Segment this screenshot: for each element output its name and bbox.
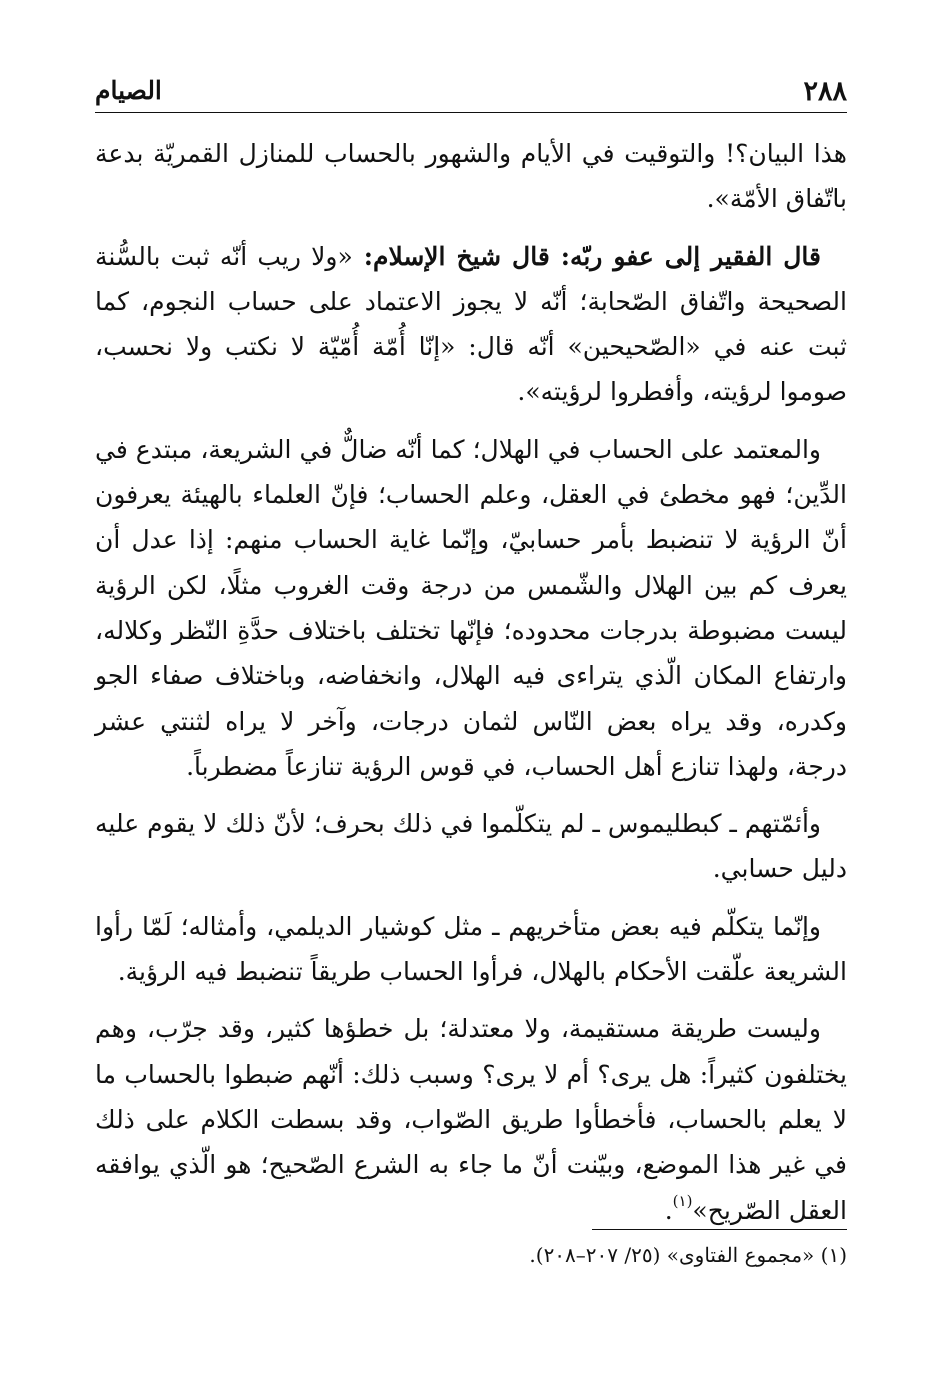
paragraph-text: وأئمّتهم ـ كبطليموس ـ لم يتكلّموا في ذلك بحرف؛ لأنّ ذلك لا يقوم عليه دليل حسابي. (95, 809, 847, 884)
paragraph-5 (95, 904, 847, 995)
footnote-divider (592, 1229, 847, 1230)
running-title: الصيام (95, 76, 162, 105)
paragraph-4 (95, 801, 847, 892)
main-text (95, 131, 847, 1245)
paragraph-text: هذا البيان؟! والتوقيت في الأيام والشهور بالحساب للمنازل القمريّة بدعة باتّفاق الأمّة». (95, 139, 847, 214)
page-header (95, 64, 847, 108)
paragraph-3 (95, 427, 847, 789)
paragraph-tail: . (664, 1195, 673, 1225)
paragraph-text: وليست طريقة مستقيمة، ولا معتدلة؛ بل خطؤها كثير، وقد جرّب، وهم يختلفون كثيراً: هل يرى؟ أم لا يرى؟ وسبب ذلك: أنّهم ضبطوا بالحساب ما لا يعلم بالحساب، فأخطأوا طريق الصّواب، وقد بسطت الكلام على ذلك في غير هذا الموضع، وبيّنت أنّ ما جاء به الشرع الصّحيح؛ هو الّذي يوافقه العقل الصّريح» (95, 1014, 847, 1225)
footnote: (١) «مجموع الفتاوى» (٢٥/ ٢٠٧–٢٠٨). (529, 1243, 847, 1267)
paragraph-lead: قال الفقير إلى عفو ربّه: قال شيخ الإسلام: (352, 241, 821, 271)
paragraph-text: «ولا ريب أنّه ثبت بالسُّنة الصحيحة واتّفاق الصّحابة؛ أنّه لا يجوز الاعتماد على حساب النجوم، كما ثبت عنه في «الصّحيحين» أنّه قال: «إنّا أُمّة أُمّيّة لا نكتب ولا نحسب، صوموا لرؤيته، وأفطروا لرؤيته». (95, 241, 847, 407)
footnote-marker[interactable]: (١) (672, 1191, 693, 1210)
paragraph-1 (95, 131, 847, 222)
paragraph-text: وإنّما يتكلّم فيه بعض متأخريهم ـ مثل كوشيار الديلمي، وأمثاله؛ لَمّا رأوا الشريعة علّقت الأحكام بالهلال، فرأوا الحساب طريقاً تنضبط فيه الرؤية. (95, 911, 847, 987)
header-divider (95, 112, 847, 113)
paragraph-2 (95, 234, 847, 415)
paragraph-6 (95, 1006, 847, 1232)
page-number: ٢٨٨ (803, 76, 847, 107)
paragraph-text: والمعتمد على الحساب في الهلال؛ كما أنّه ضالٌّ في الشريعة، مبتدع في الدِّين؛ فهو مخطئ في العقل، وعلم الحساب؛ فإنّ العلماء بالهيئة يعرفون أنّ الرؤية لا تنضبط بأمر حسابيّ، وإنّما غاية الحساب منهم: إذا عدل أن يعرف كم بين الهلال والشّمس من درجة وقت الغروب مثلًا، لكن الرؤية ليست مضبوطة بدرجات محدوده؛ فإنّها تختلف باختلاف حدَّةِ النّظر وكلاله، وارتفاع المكان الّذي يتراءى فيه الهلال، وانخفاضه، وباختلاف صفاء الجو وكدره، وقد يراه بعض النّاس لثمان درجات، وآخر لا يراه لثنتي عشر درجة، ولهذا تنازع أهل الحساب، في قوس الرؤية تنازعاً مضطرباً. (95, 434, 847, 781)
